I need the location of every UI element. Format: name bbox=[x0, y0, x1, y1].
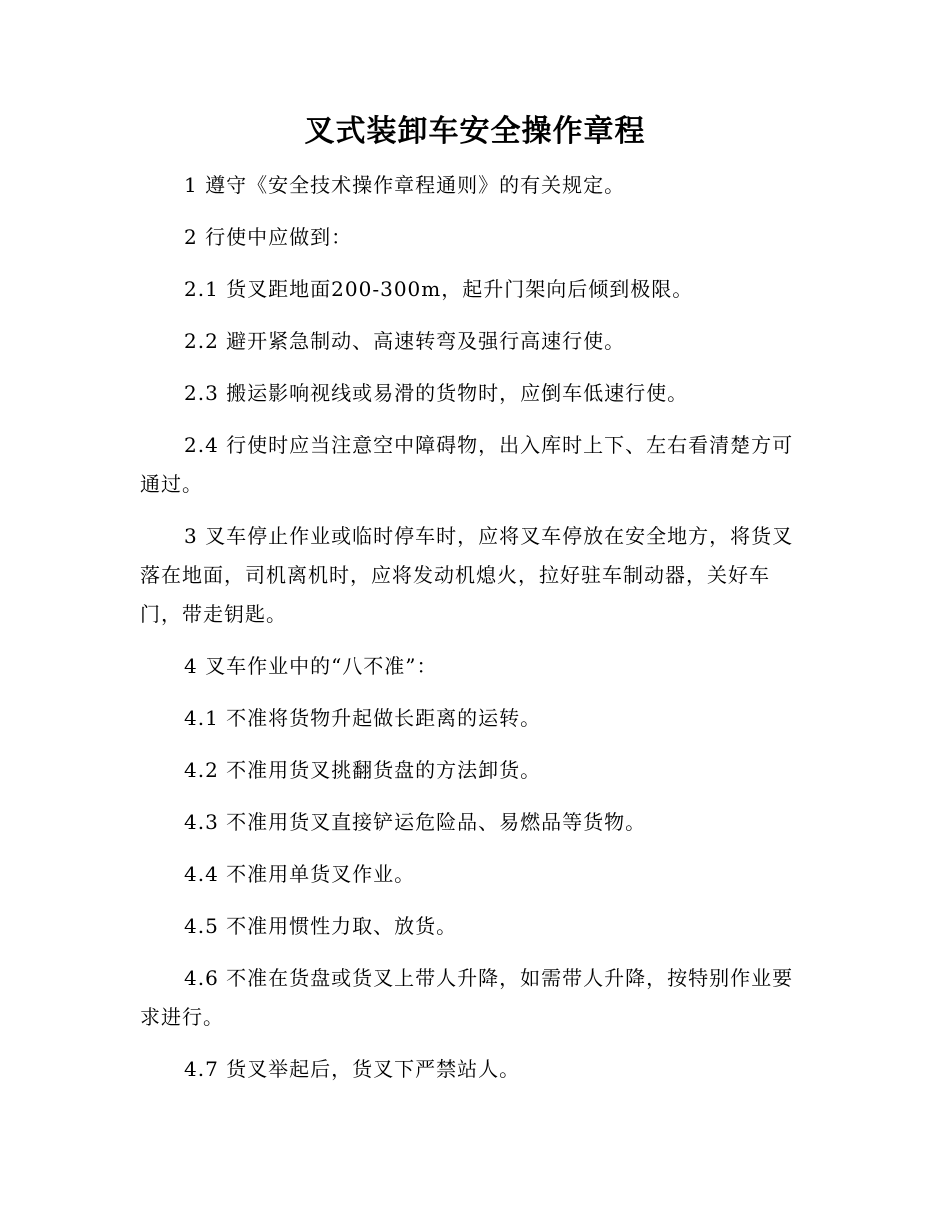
paragraph-1: 1 遵守《安全技术操作章程通则》的有关规定。 bbox=[184, 173, 626, 197]
paragraph-4-5: 4.5 不准用惯性力取、放货。 bbox=[184, 914, 458, 938]
paragraph-3: 3 叉车停止作业或临时停车时，应将叉车停放在安全地方，将货叉落在地面，司机离机时，应将发动机熄火，拉好驻车制动器，关好车门，带走钥匙。 bbox=[140, 524, 794, 626]
paragraph-4-4: 4.4 不准用单货叉作业。 bbox=[184, 862, 416, 886]
document-body bbox=[140, 166, 800, 1102]
paragraph-4-2: 4.2 不准用货叉挑翻货盘的方法卸货。 bbox=[184, 758, 542, 782]
paragraph-4-1: 4.1 不准将货物升起做长距离的运转。 bbox=[184, 706, 542, 730]
paragraph-4: 4 叉车作业中的“八不准”： bbox=[184, 654, 438, 678]
paragraph-2-4: 2.4 行使时应当注意空中障碍物，出入库时上下、左右看清楚方可通过。 bbox=[140, 433, 794, 496]
paragraph-4-3: 4.3 不准用货叉直接铲运危险品、易燃品等货物。 bbox=[184, 810, 647, 834]
paragraph-4-6: 4.6 不准在货盘或货叉上带人升降，如需带人升降，按特别作业要求进行。 bbox=[140, 966, 794, 1029]
paragraph-2-1: 2.1 货叉距地面200-300m，起升门架向后倾到极限。 bbox=[184, 277, 694, 301]
paragraph-2-3: 2.3 搬运影响视线或易滑的货物时，应倒车低速行使。 bbox=[184, 381, 689, 405]
paragraph-2-2: 2.2 避开紧急制动、高速转弯及强行高速行使。 bbox=[184, 329, 626, 353]
document-title: 叉式装卸车安全操作章程 bbox=[304, 114, 646, 149]
paragraph-2: 2 行使中应做到： bbox=[184, 225, 353, 249]
paragraph-4-7: 4.7 货叉举起后，货叉下严禁站人。 bbox=[184, 1057, 521, 1081]
